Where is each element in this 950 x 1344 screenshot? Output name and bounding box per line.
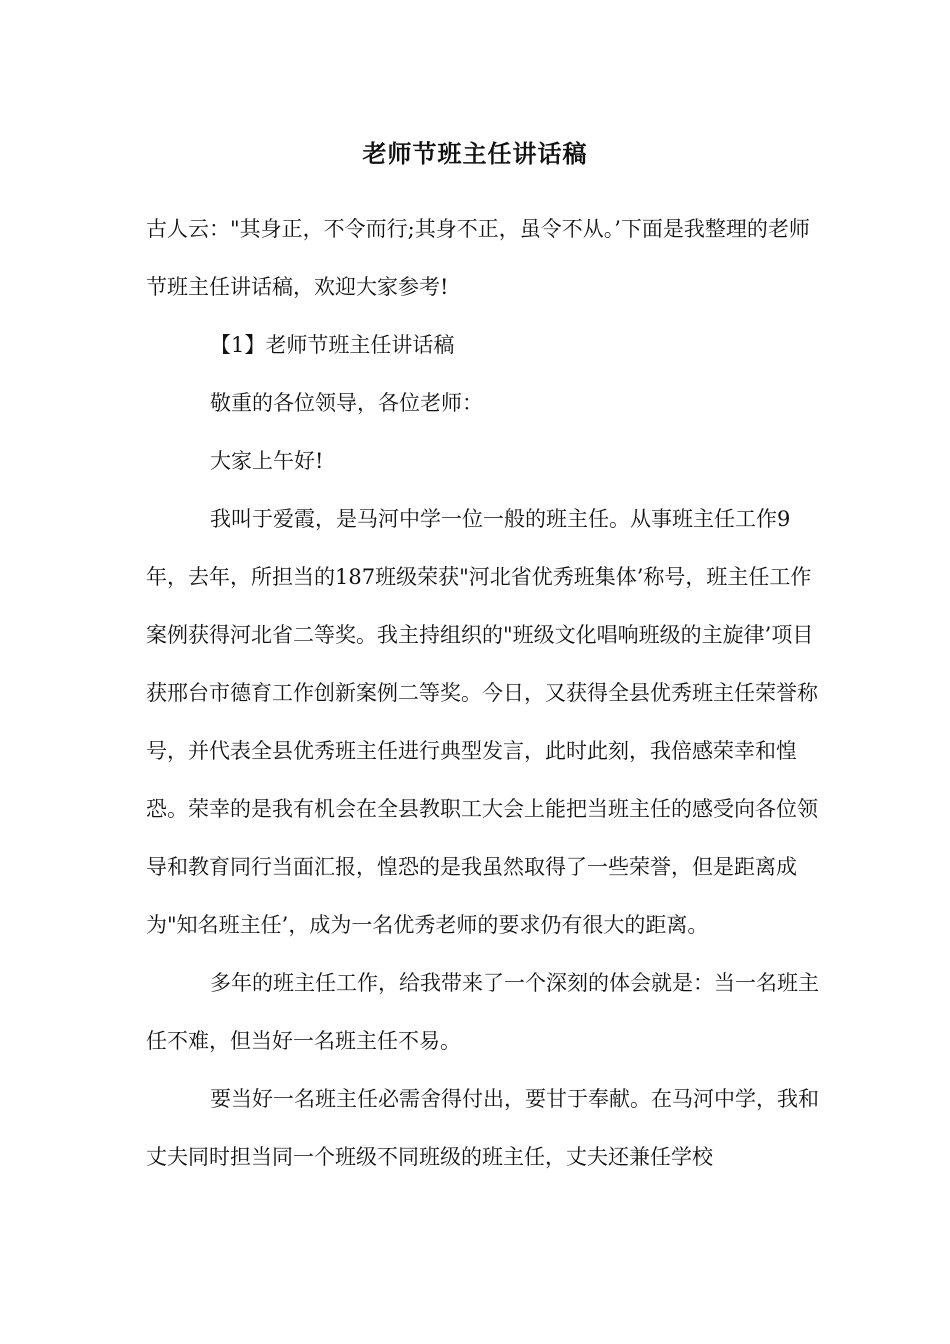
section-heading: 【1】老师节班主任讲话稿 xyxy=(210,333,455,357)
paragraph-experience: 多年的班主任工作，给我带来了一个深刻的体会就是：当一名班主任不难，但当好一名班主任不易。 xyxy=(146,971,819,1053)
paragraph-intro: 古人云："其身正，不令而行;其身不正，虽令不从。’下面是我整理的老师节班主任讲话稿，欢迎大家参考! xyxy=(146,217,810,299)
paragraph-self-introduction: 我叫于爱霞，是马河中学一位一般的班主任。从事班主任工作9年，去年，所担当的187班级荣获"河北省优秀班集体’称号，班主任工作案例获得河北省二等奖。我主持组织的"班级文化唱响班级的主旋律’项目获邢台市德育工作创新案例二等奖。今日，又获得全县优秀班主任荣誉称号，并代表全县优秀班主任进行典型发言，此时此刻，我倍感荣幸和惶恐。荣幸的是我有机会在全县教职工大会上能把当班主任的感受向各位领导和教育同行当面汇报，惶恐的是我虽然取得了一些荣誉，但是距离成为"知名班主任’，成为一名优秀老师的要求仍有很大的距离。 xyxy=(146,507,818,937)
paragraph-salutation: 敬重的各位领导，各位老师： xyxy=(210,391,483,415)
document-body xyxy=(146,200,826,1186)
document-title: 老师节班主任讲话稿 xyxy=(362,139,588,168)
paragraph-dedication: 要当好一名班主任必需舍得付出，要甘于奉献。在马河中学，我和丈夫同时担当同一个班级不同班级的班主任，丈夫还兼任学校 xyxy=(146,1087,819,1169)
paragraph-greeting: 大家上午好! xyxy=(210,449,324,473)
